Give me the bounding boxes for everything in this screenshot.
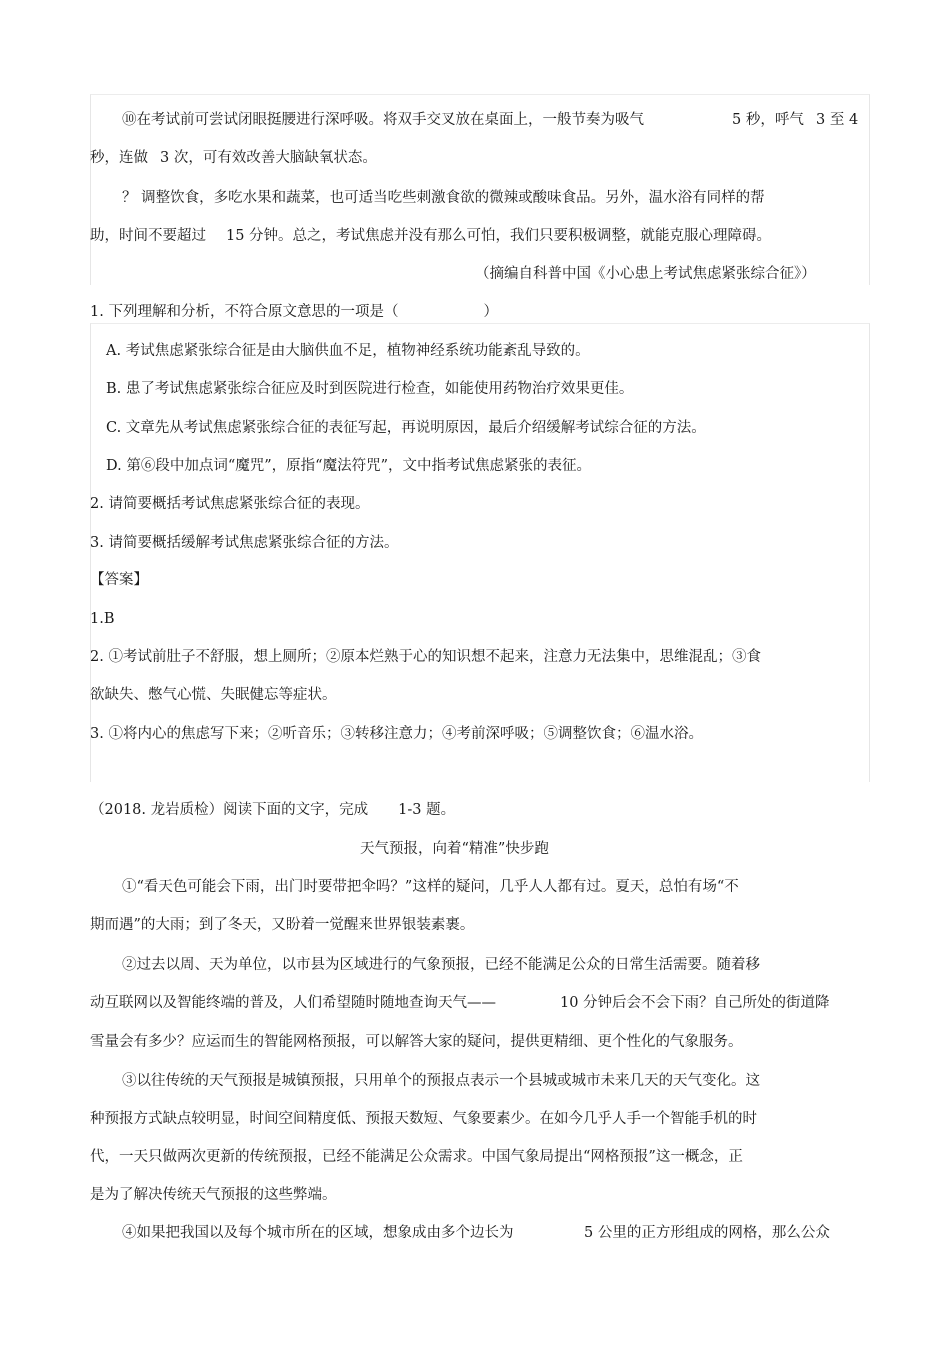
text-span: 2. 请简要概括考试焦虑紧张综合征的表现。 [90,496,370,512]
answer-3 [90,724,703,744]
text-span: 3 至 4 [816,112,859,128]
para-10-num [732,110,804,130]
text-span: 1-3 题。 [398,802,456,818]
p2-para4-line1 [122,1223,514,1243]
text-span: 3. 请简要概括缓解考试焦虑紧张综合征的方法。 [90,535,399,551]
text-span: 助，时间不要超过 [90,228,206,244]
para-11-line2 [90,226,771,246]
p2-para3-line3 [90,1147,743,1167]
text-span: 5 秒，呼气 [732,112,804,128]
text-span: 3 次，可有效改善大脑缺氧状态。 [160,150,377,166]
option-c [106,418,706,438]
text-span: D. 第⑥段中加点词“魔咒”，原指“魔法符咒”，文中指考试焦虑紧张的表征。 [106,458,591,474]
text-span: 【答案】 [90,572,148,588]
source-citation [475,264,816,284]
passage-2-intro [90,800,455,820]
p2-para2-line3 [90,1032,743,1052]
text-span: 期而遇”的大雨；到了冬天，又盼着一觉醒来世界银装素裹。 [90,917,475,933]
text-span: 天气预报，向着“精准”快步跑 [360,841,549,857]
text-span: ②过去以周、天为单位，以市县为区域进行的气象预报，已经不能满足公众的日常生活需要。随着移 [122,957,760,973]
p2-para4-line1b [584,1223,830,1243]
text-span: 代，一天只做两次更新的传统预报，已经不能满足公众需求。中国气象局提出“网格预报”这一概念，正 [90,1149,743,1165]
text-span: 雪量会有多少？应运而生的智能网格预报，可以解答大家的疑问，提供更精细、更个性化的气象服务。 [90,1034,743,1050]
p2-para1-line1 [122,877,739,897]
text-span: C. 文章先从考试焦虑紧张综合征的表征写起，再说明原因，最后介绍缓解考试综合征的方法。 [106,420,706,436]
text-span: 种预报方式缺点较明显，时间空间精度低、预报天数短、气象要素少。在如今几乎人手一个智能手机的时 [90,1111,757,1127]
text-span: 15 分钟。总之，考试焦虑并没有那么可怕，我们只要积极调整，就能克服心理障碍。 [226,228,772,244]
p2-para1-line2 [90,915,474,935]
option-b [106,379,633,399]
answer-2-line1 [90,647,761,667]
text-span: B. 患了考试焦虑紧张综合征应及时到医院进行检查，如能使用药物治疗效果更佳。 [106,381,634,397]
answer-2-line2 [90,685,337,705]
text-span: 是为了解决传统天气预报的这些弊端。 [90,1187,337,1203]
para-10-line2 [90,148,377,168]
answer-heading [90,570,148,590]
question-3 [90,533,398,553]
text-span: 3. ①将内心的焦虑写下来；②听音乐；③转移注意力；④考前深呼吸；⑤调整饮食；⑥温水浴。 [90,726,703,742]
para-10-line1 [122,110,644,130]
text-span: ④如果把我国以及每个城市所在的区域，想象成由多个边长为 [122,1225,514,1241]
text-span: 1.B [90,611,115,627]
text-span: （摘编自科普中国《小心患上考试焦虑紧张综合征》） [475,266,816,282]
text-span: 欲缺失、憋气心慌、失眠健忘等症状。 [90,687,337,703]
text-span: 10 分钟后会不会下雨？自己所处的街道降 [560,995,830,1011]
text-span: （2018. 龙岩质检）阅读下面的文字，完成 [90,802,369,818]
text-span: ？ 调整饮食，多吃水果和蔬菜，也可适当吃些刺激食欲的微辣或酸味食品。另外，温水浴有同样的帮 [122,190,765,206]
text-span: ①“看天色可能会下雨，出门时要带把伞吗？”这样的疑问，几乎人人都有过。夏天，总怕有场“不 [122,879,739,895]
passage-2-title [360,839,549,859]
p2-para3-line2 [90,1109,757,1129]
text-span: ⑩在考试前可尝试闭眼挺腰进行深呼吸。将双手交叉放在桌面上，一般节奏为吸气 [122,112,644,128]
text-span: A. 考试焦虑紧张综合征是由大脑供血不足，植物神经系统功能紊乱导致的。 [106,343,590,359]
text-span: ③以往传统的天气预报是城镇预报，只用单个的预报点表示一个县城或城市未来几天的天气变化。这 [122,1073,760,1089]
text-span: 秒，连做 [90,150,148,166]
question-2 [90,494,369,514]
text-span: 动互联网以及智能终端的普及，人们希望随时随地查询天气—— [90,995,496,1011]
p2-para2-line1 [122,955,760,975]
question-1 [90,302,498,322]
p2-para3-line1 [122,1071,760,1091]
text-span: 5 公里的正方形组成的网格，那么公众 [584,1225,830,1241]
p2-para2-line2 [90,993,496,1013]
answer-1 [90,609,115,629]
para-10-num2 [816,110,858,130]
option-d [106,456,591,476]
p2-para2-line2b [560,993,830,1013]
p2-para3-line4 [90,1185,337,1205]
text-span: 2. ①考试前肚子不舒服，想上厕所；②原本烂熟于心的知识想不起来，注意力无法集中，思维混乱；③食 [90,649,761,665]
option-a [106,341,590,361]
para-11-line1 [122,188,765,208]
text-span: 1. 下列理解和分析，不符合原文意思的一项是（ [90,304,399,320]
text-span: ） [483,304,498,320]
